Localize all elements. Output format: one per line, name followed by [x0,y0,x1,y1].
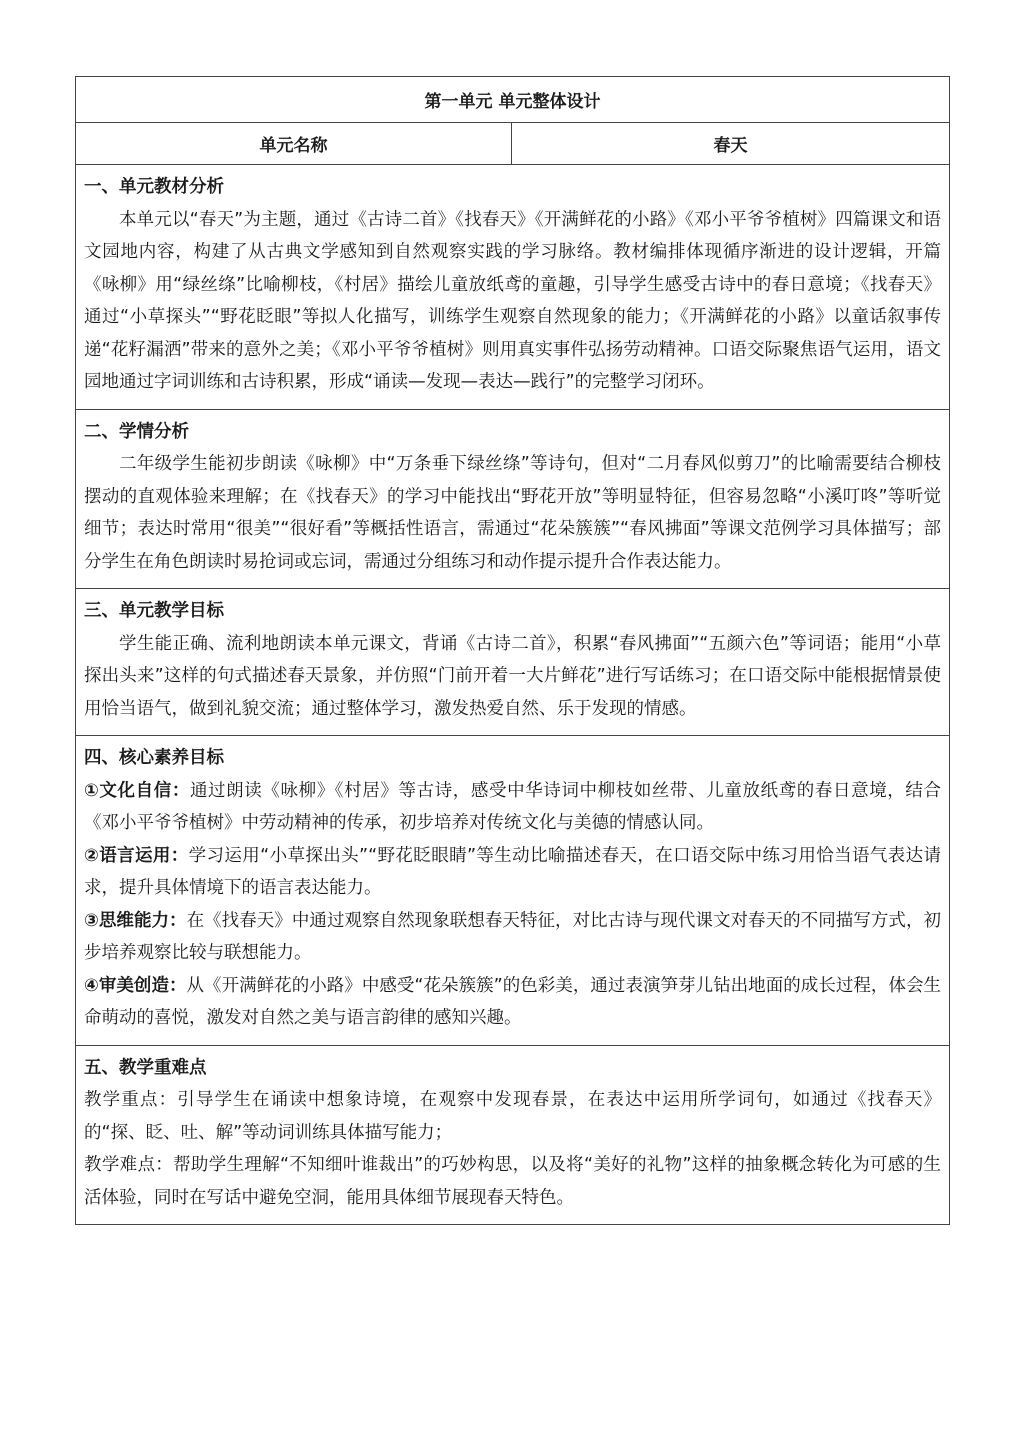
section-heading: 一、单元教材分析 [84,177,224,197]
list-item [84,1149,941,1214]
item-lead: ①文化自信： [84,780,190,801]
list-item [84,905,941,970]
section-key-difficulties [76,1045,950,1225]
unit-name-label: 单元名称 [76,123,512,165]
list-item [84,1084,941,1149]
item-text: 通过朗读《咏柳》《村居》等古诗，感受中华诗词中柳枝如丝带、儿童放纸鸢的春日意境，结合《邓小平爷爷植树》中劳动精神的传承，初步培养对传统文化与美德的情感认同。 [84,780,942,833]
section-paragraph: 本单元以“春天”为主题，通过《古诗二首》《找春天》《开满鲜花的小路》《邓小平爷爷植树》四篇课文和语文园地内容，构建了从古典文学感知到自然观察实践的学习脉络。教材编排体现循序渐进的设计逻辑，开篇《咏柳》用“绿丝绦”比喻柳枝，《村居》描绘儿童放纸鸢的童趣，引导学生感受古诗中的春日意境；《找春天》通过“小草探头”“野花眨眼”等拟人化描写，训练学生观察自然现象的能力；《开满鲜花的小路》以童话叙事传递“花籽漏洒”带来的意外之美；《邓小平爷爷植树》则用真实事件弘扬劳动精神。口语交际聚焦语气运用，语文园地通过字词训练和古诗积累，形成“诵读—发现—表达—践行”的完整学习闭环。 [84,209,942,392]
section-paragraph: 二年级学生能初步朗读《咏柳》中“万条垂下绿丝绦”等诗句，但对“二月春风似剪刀”的比喻需要结合柳枝摆动的直观体验来理解；在《找春天》的学习中能找出“野花开放”等明显特征，但容易忽略“小溪叮咚”等听觉细节；表达时常用“很美”“很好看”等概括性语言，需通过“花朵簇簇”“春风拂面”等课文范例学习具体描写；部分学生在角色朗读时易抢词或忘词，需通过分组练习和动作提示提升合作表达能力。 [84,454,942,572]
section-textbook-analysis [76,165,950,410]
section-teaching-goals [76,589,950,736]
item-text: 教学重点：引导学生在诵读中想象诗境，在观察中发现春景，在表达中运用所学词句，如通过《找春天》的“探、眨、吐、解”等动词训练具体描写能力； [84,1090,942,1143]
item-lead: ②语言运用： [84,845,189,866]
list-item [84,775,941,840]
list-item [84,840,941,905]
item-lead: ③思维能力： [84,910,187,931]
section-heading: 四、核心素养目标 [84,748,224,768]
section-paragraph: 学生能正确、流利地朗读本单元课文，背诵《古诗二首》，积累“春风拂面”“五颜六色”等词语；能用“小草探出头来”这样的句式描述春天景象，并仿照“门前开着一大片鲜花”进行写话练习；在口语交际中能根据情景使用恰当语气，做到礼貌交流；通过整体学习，激发热爱自然、乐于发现的情感。 [84,633,942,719]
table-title: 第一单元 单元整体设计 [76,77,950,123]
list-item [84,970,941,1035]
item-text: 教学难点：帮助学生理解“不知细叶谁裁出”的巧妙构思，以及将“美好的礼物”这样的抽象概念转化为可感的生活体验，同时在写话中避免空洞，能用具体细节展现春天特色。 [84,1155,942,1208]
item-lead: ④审美创造： [84,975,187,996]
section-heading: 五、教学重难点 [84,1057,207,1078]
unit-name-value: 春天 [512,123,950,165]
section-core-literacy [76,736,950,1046]
section-learner-analysis [76,409,950,589]
item-text: 在《找春天》中通过观察自然现象联想春天特征，对比古诗与现代课文对春天的不同描写方式，初步培养观察比较与联想能力。 [84,910,942,963]
item-text: 学习运用“小草探出头”“野花眨眼睛”等生动比喻描述春天，在口语交际中练习用恰当语气表达请求，提升具体情境下的语言表达能力。 [84,845,942,898]
section-heading: 二、学情分析 [84,421,189,442]
unit-design-table [75,76,950,1225]
item-text: 从《开满鲜花的小路》中感受“花朵簇簇”的色彩美，通过表演笋芽儿钻出地面的成长过程，体会生命萌动的喜悦，激发对自然之美与语言韵律的感知兴趣。 [84,975,942,1028]
section-heading: 三、单元教学目标 [84,601,224,621]
